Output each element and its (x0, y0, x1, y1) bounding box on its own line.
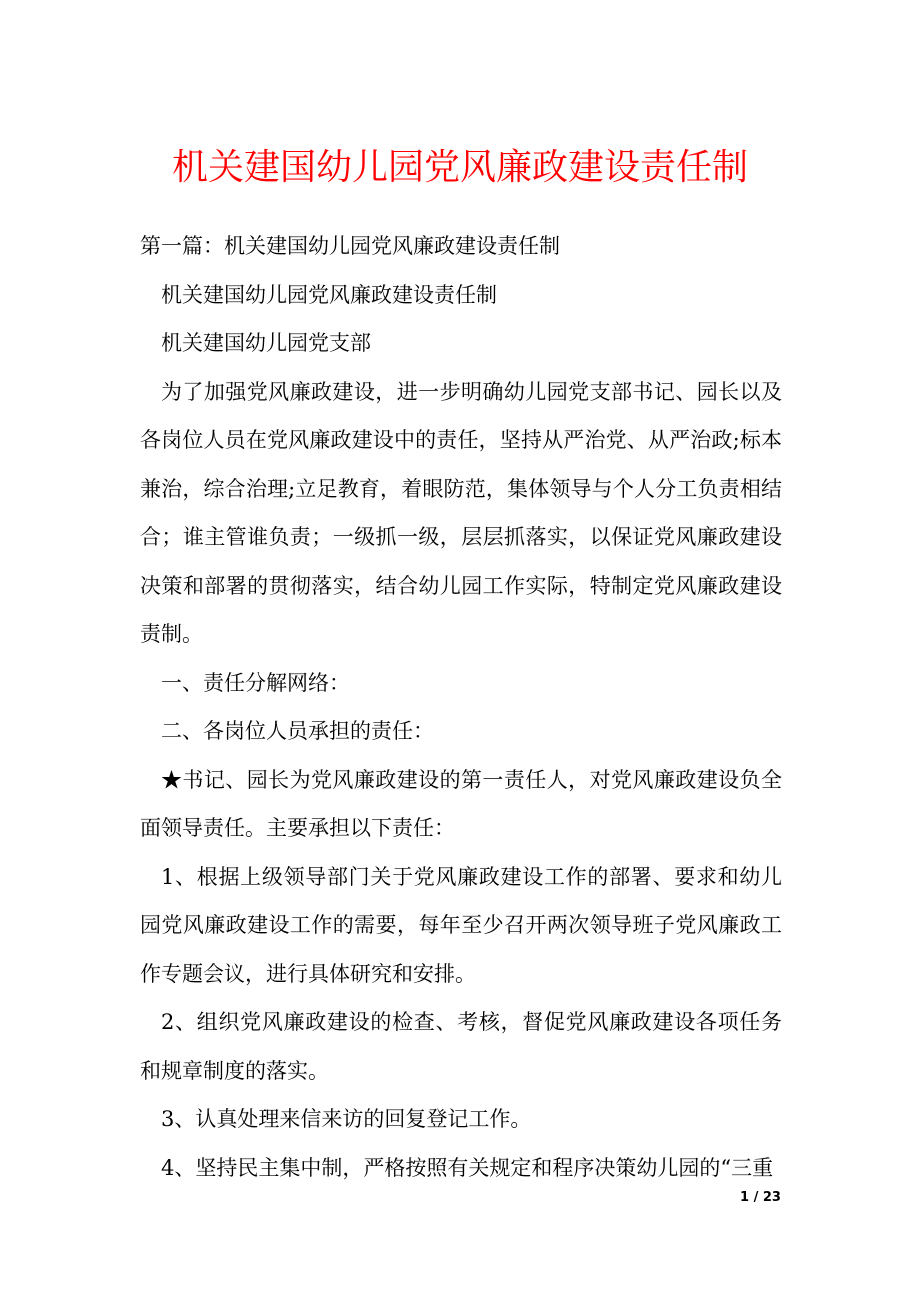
page-number: 1 / 23 (740, 1190, 781, 1205)
paragraph-heading-2: 二、各岗位人员承担的责任： (161, 719, 434, 743)
document-title: 机关建国幼儿园党风廉政建设责任制 (171, 147, 748, 188)
paragraph-first-responsible: ★书记、园长为党风廉政建设的第一责任人，对党风廉政建设负全面领导责任。主要承担以下责任： (140, 767, 782, 840)
paragraph-item-4: 4、坚持民主集中制，严格按照有关规定和程序决策幼儿园的“三重 (161, 1155, 774, 1180)
paragraph-item-2: 2、组织党风廉政建设的检查、考核，督促党风廉政建设各项任务和规章制度的落实。 (140, 1010, 782, 1083)
paragraph-subtitle: 机关建国幼儿园党风廉政建设责任制 (161, 282, 497, 307)
paragraph-section-heading: 第一篇：机关建国幼儿园党风廉政建设责任制 (140, 234, 560, 258)
paragraph-item-1: 1、根据上级领导部门关于党风廉政建设工作的部署、要求和幼儿园党风廉政建设工作的需要，每年至少召开两次领导班子党风廉政工作专题会议，进行具体研究和安排。 (140, 864, 782, 986)
paragraph-item-3: 3、认真处理来信来访的回复登记工作。 (161, 1107, 532, 1131)
paragraph-heading-1: 一、责任分解网络： (161, 670, 350, 695)
paragraph-intro: 为了加强党风廉政建设，进一步明确幼儿园党支部书记、园长以及各岗位人员在党风廉政建设中的责任，坚持从严治党、从严治政;标本兼治，综合治理;立足教育，着眼防范，集体领导与个人分工负责相结合；谁主管谁负责；一级抓一级，层层抓落实，以保证党风廉政建设决策和部署的贯彻落实，结合幼儿园工作实际，特制定党风廉政建设责制。 (140, 379, 782, 646)
paragraph-organization: 机关建国幼儿园党支部 (161, 331, 371, 355)
document-body (140, 222, 782, 1192)
